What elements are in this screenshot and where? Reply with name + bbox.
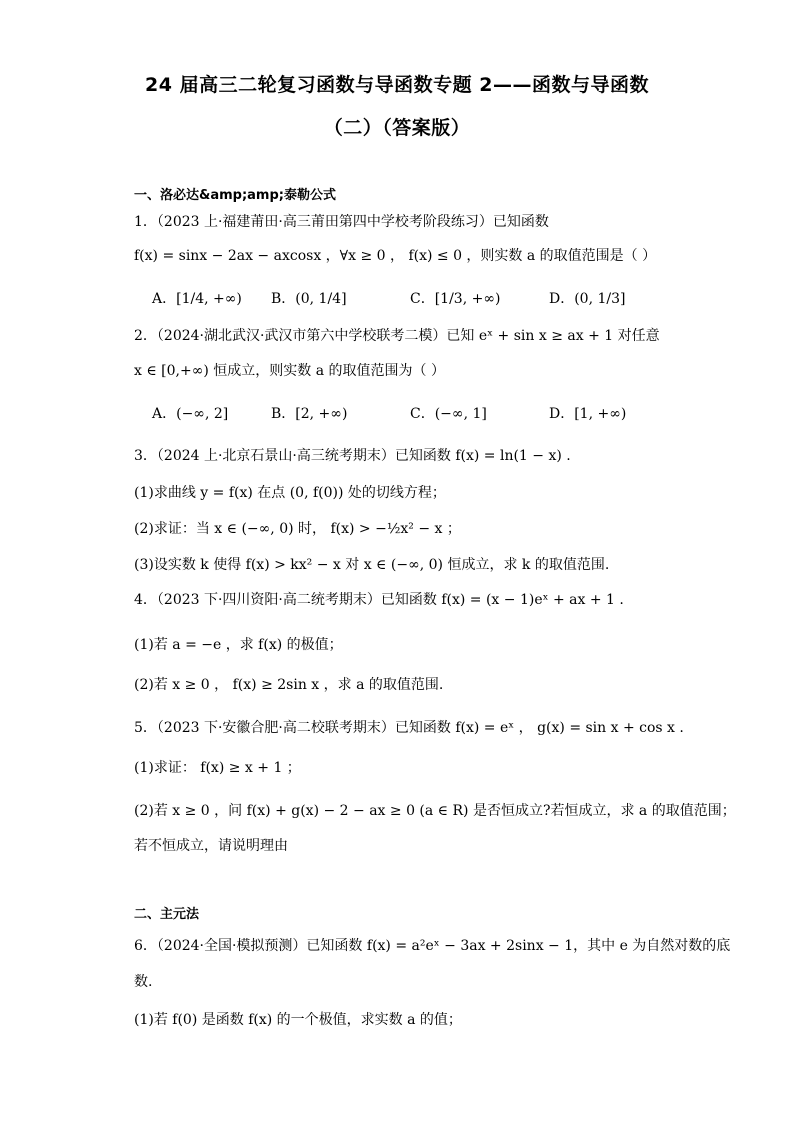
section-heading-1: 一、洛必达&amp;amp;泰勒公式 [134,188,336,203]
q2-option-d: D．[1, +∞) [549,406,627,422]
q4-part1: (1)若 a = −e ，求 f(x) 的极值； [134,637,343,653]
q3-part3: (3)设实数 k 使得 f(x) > kx² − x 对 x ∈ (−∞, 0) 恒成立，求 k 的取值范围. [134,557,610,573]
q2-option-c: C．(−∞, 1] [410,406,487,422]
q6-part1: (1)若 f(0) 是函数 f(x) 的一个极值，求实数 a 的值； [134,1012,462,1028]
q6-stem: 6．（2024·全国·模拟预测）已知函数 f(x) = a²eˣ − 3ax + 2sinx − 1，其中 e 为自然对数的底 [134,938,731,954]
q3-stem: 3．（2024 上·北京石景山·高三统考期末）已知函数 f(x) = ln(1 − x) . [134,448,571,464]
q2-stem: 2．（2024·湖北武汉·武汉市第六中学校联考二模）已知 eˣ + sin x ≥ ax + 1 对任意 [134,328,660,344]
q4-stem: 4．（2023 下·四川资阳·高二统考期末）已知函数 f(x) = (x − 1)eˣ + ax + 1 . [134,592,624,608]
q2-option-b: B．[2, +∞) [271,406,348,422]
q5-stem: 5．（2023 下·安徽合肥·高二校联考期末）已知函数 f(x) = eˣ ， g(x) = sin x + cos x . [134,720,684,736]
q1-condition: f(x) = sinx − 2ax − axcosx ，∀x ≥ 0 ， f(x) ≤ 0 ，则实数 a 的取值范围是（ ） [134,248,657,264]
q3-part2: (2)求证：当 x ∈ (−∞, 0) 时， f(x) > −½x² − x ； [134,521,461,537]
q3-part1: (1)求曲线 y = f(x) 在点 (0, f(0)) 处的切线方程； [134,485,446,501]
q1-option-d: D．(0, 1/3] [549,291,626,307]
q5-part2: (2)若 x ≥ 0 ，问 f(x) + g(x) − 2 − ax ≥ 0 (a ∈ R) 是否恒成立?若恒成立，求 a 的取值范围； [134,803,736,819]
q6-stem-cont: 数. [134,974,153,990]
q4-part2: (2)若 x ≥ 0 ， f(x) ≥ 2sin x ，求 a 的取值范围. [134,677,444,693]
section-heading-2: 二、主元法 [134,907,200,922]
document-title-line1: 24 届高三二轮复习函数与导函数专题 2——函数与导函数 [145,74,649,96]
q1-option-b: B．(0, 1/4] [271,291,347,307]
q2-condition: x ∈ [0,+∞) 恒成立，则实数 a 的取值范围为（ ） [134,363,445,379]
q2-option-a: A．(−∞, 2] [152,406,229,422]
document-title-line2: （二）（答案版） [323,117,471,139]
q1-option-c: C．[1/3, +∞) [410,291,501,307]
q5-part2-cont: 若不恒成立，请说明理由 [134,838,288,854]
q1-stem: 1．（2023 上·福建莆田·高三莆田第四中学校考阶段练习）已知函数 [134,214,549,230]
q5-part1: (1)求证： f(x) ≥ x + 1 ； [134,760,301,776]
q1-option-a: A．[1/4, +∞) [152,291,242,307]
